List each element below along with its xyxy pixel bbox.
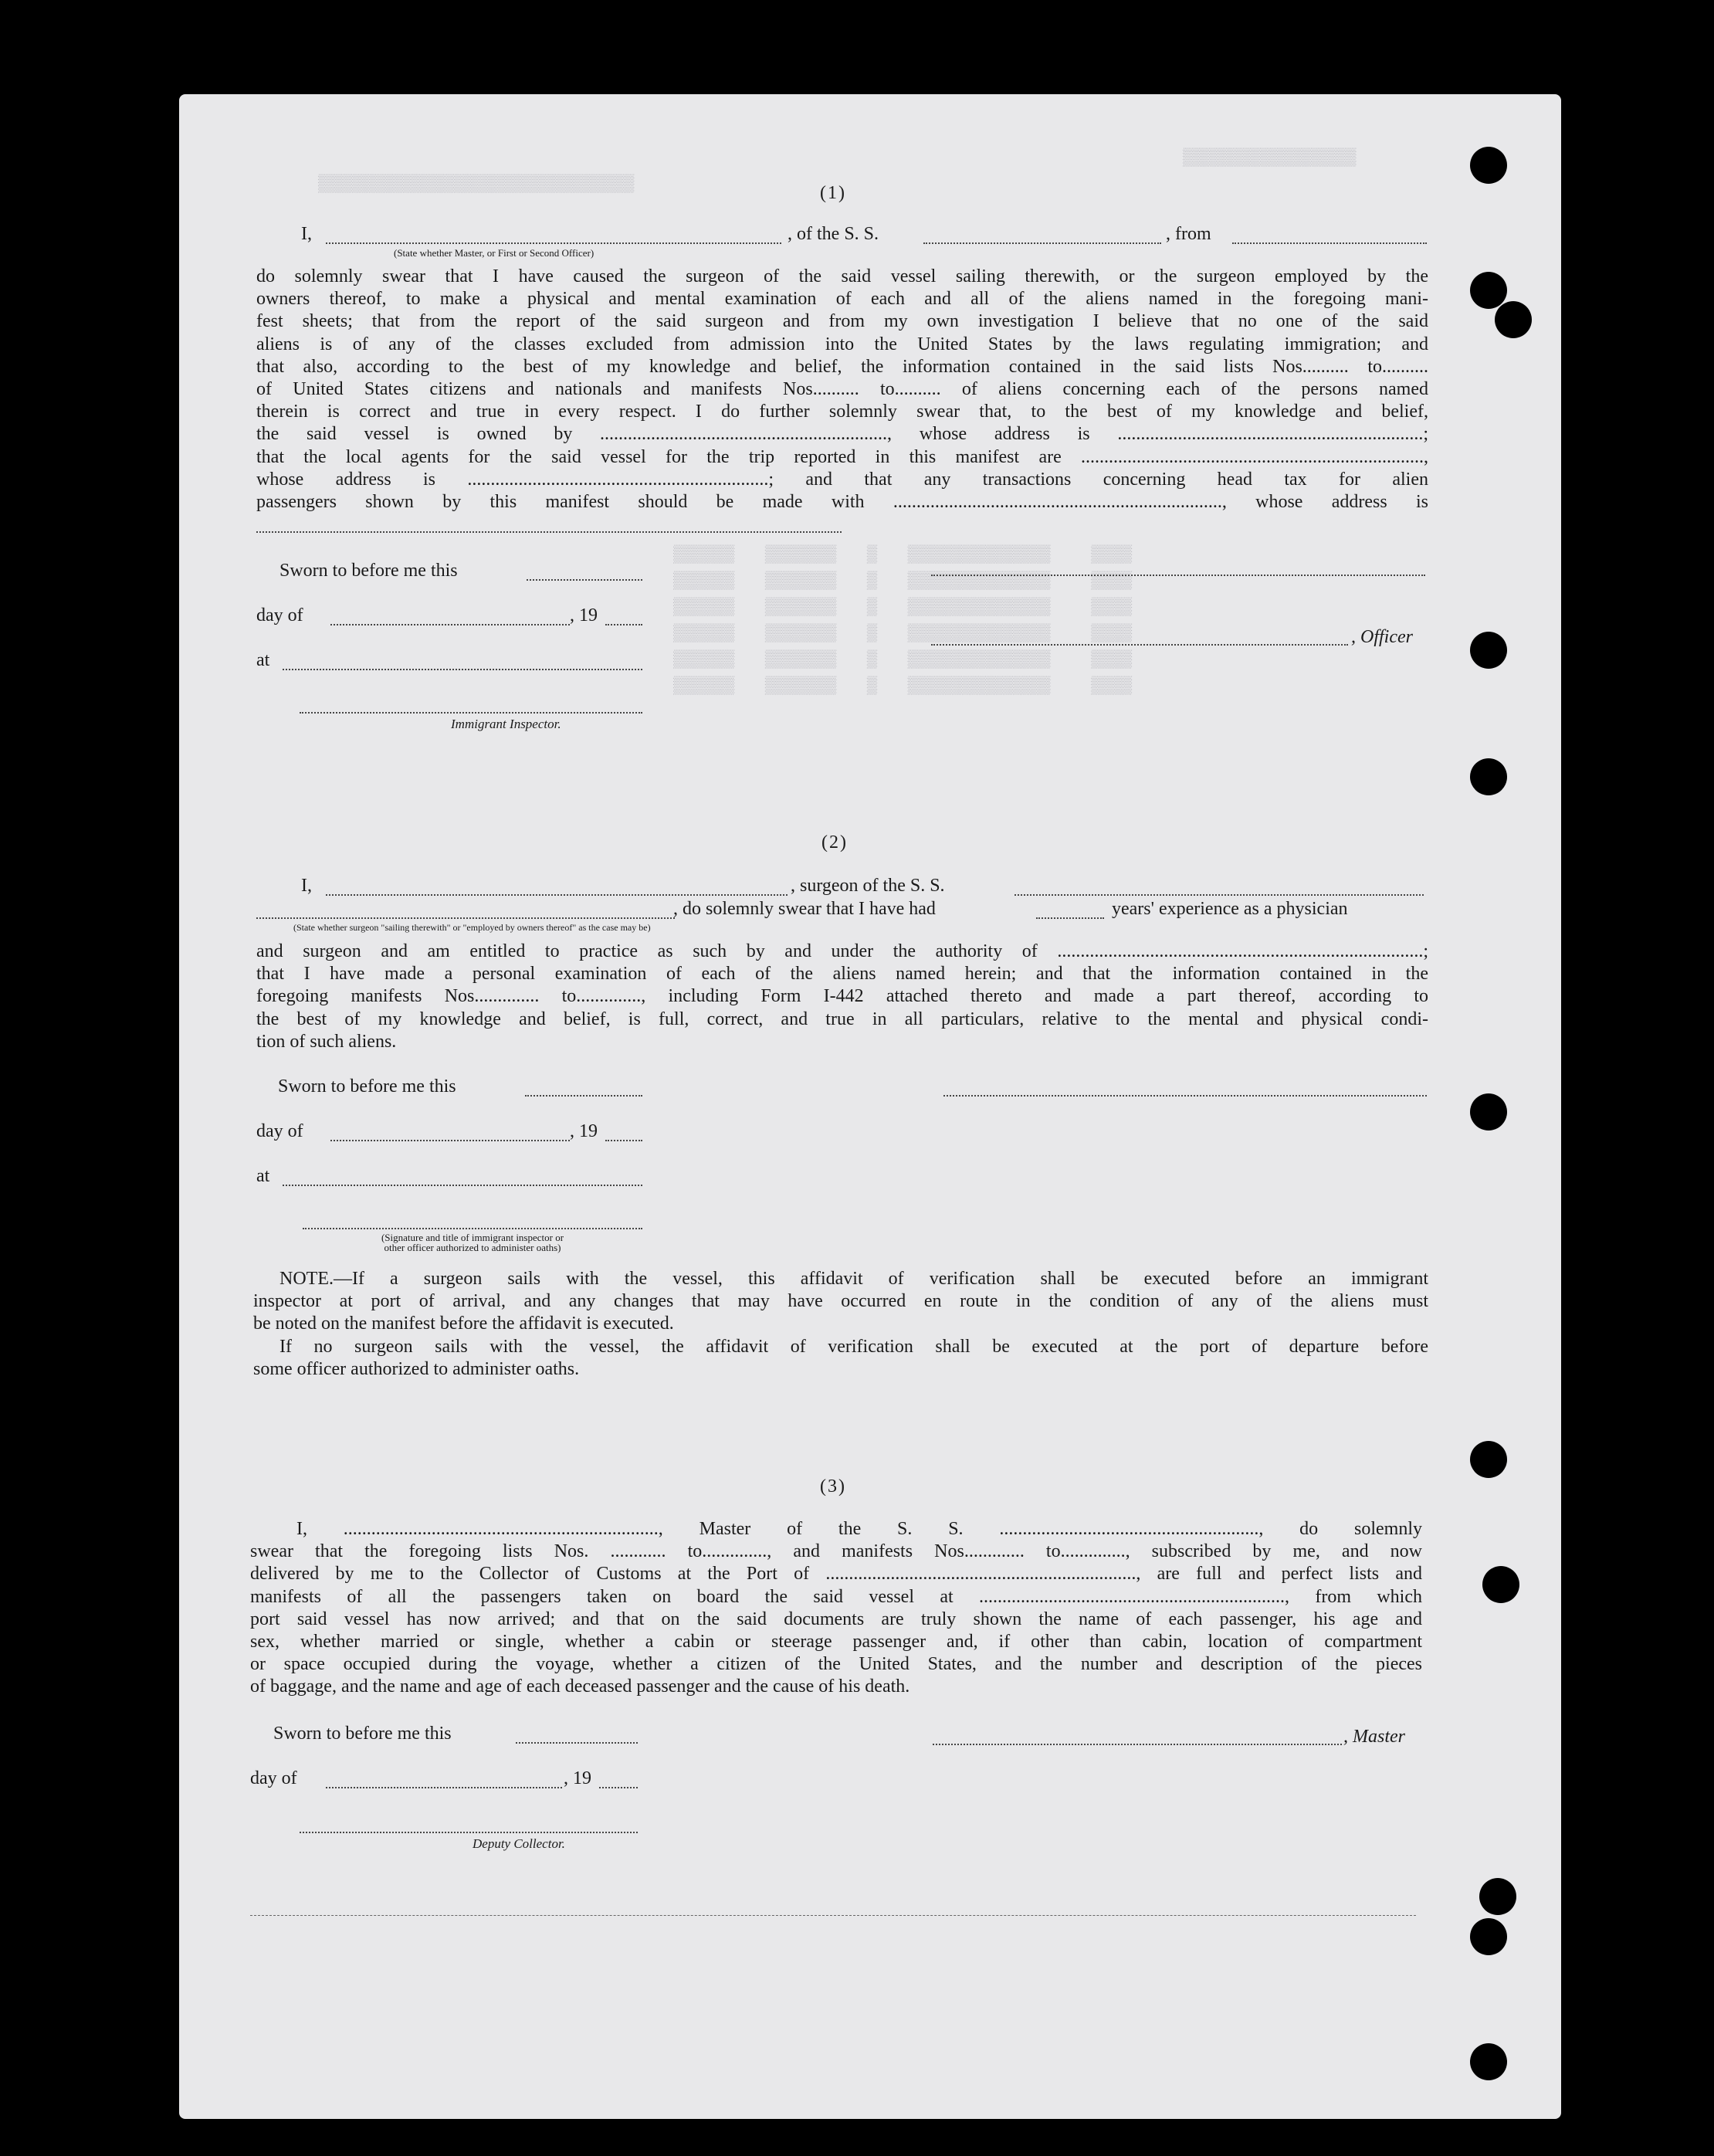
punch-hole	[1495, 301, 1532, 338]
oath-line: or space occupied during the voyage, whether a citizen of the United States, and the number and description of the pieces	[250, 1654, 1422, 1675]
oath-line: I, ...................................................................., Master of the S. S. ........................................................, do solemnly	[296, 1519, 1422, 1539]
sworn-label: Sworn to before me this	[279, 561, 458, 581]
year-label: , 19	[570, 1121, 598, 1141]
oath-line: the said vessel is owned by .............................................................., whose address is ..................................................................;	[256, 424, 1428, 445]
surgeon-of-label: , surgeon of the S. S.	[791, 876, 945, 896]
surgeon-status-field[interactable]	[256, 917, 675, 919]
punch-hole	[1470, 272, 1507, 309]
collector-caption: Deputy Collector.	[473, 1836, 565, 1851]
officer-rank-note: (State whether Master, or First or Second Officer)	[394, 247, 594, 259]
punch-hole	[1470, 147, 1507, 184]
section-1-opening: I,	[301, 224, 312, 244]
note-label: NOTE.	[279, 1269, 334, 1289]
bleed-through-text: ▒▒▒▒▒▒▒▒▒▒▒▒▒▒▒▒▒	[1183, 148, 1357, 168]
note-line: inspector at port of arrival, and any changes that may have occurred en route in the condition of any of the aliens must	[253, 1291, 1428, 1312]
sworn-day-field[interactable]	[516, 1742, 638, 1744]
manifest-page	[179, 94, 1561, 2119]
oath-line: fest sheets; that from the report of the said surgeon and from my own investigation I believe that no one of the said	[256, 311, 1428, 332]
officer-signature-field[interactable]	[931, 644, 1348, 646]
note-line: be noted on the manifest before the affidavit is executed.	[253, 1314, 674, 1334]
vessel-name-field[interactable]	[923, 242, 1161, 244]
officer-address-field[interactable]	[931, 575, 1425, 576]
section-3-number: (3)	[820, 1476, 846, 1497]
punch-hole	[1479, 1878, 1516, 1915]
surgeon-name-field[interactable]	[326, 894, 788, 896]
oath-line: therein is correct and true in every respect. I do further solemnly swear that, to the best of my knowledge and belief,	[256, 402, 1428, 422]
at-place-field[interactable]	[283, 1185, 642, 1186]
day-of-field[interactable]	[330, 1140, 570, 1141]
section-2-note	[253, 1268, 1428, 1381]
punch-hole	[1470, 758, 1507, 795]
officer-name-field[interactable]	[326, 242, 781, 244]
signature-note: (Signature and title of immigrant inspector or other officer authorized to administer oaths)	[381, 1232, 564, 1253]
year-label: , 19	[564, 1768, 591, 1788]
oath-line: sex, whether married or single, whether a cabin or steerage passenger and, if other than cabin, location of compartment	[250, 1632, 1422, 1653]
surgeon-status-note: (State whether surgeon "sailing therewith" or "employed by owners thereof" as the case may be)	[293, 922, 651, 933]
section-2-number: (2)	[821, 832, 848, 853]
years-experience-field[interactable]	[1036, 917, 1104, 919]
from-port-field[interactable]	[1232, 242, 1427, 244]
punch-hole	[1470, 1441, 1507, 1478]
master-caption: , Master	[1343, 1727, 1405, 1747]
year-field[interactable]	[605, 624, 642, 625]
from-label: , from	[1166, 224, 1211, 244]
oath-line: of baggage, and the name and age of each deceased passenger and the cause of his death.	[250, 1676, 910, 1697]
oath-line: passengers shown by this manifest should be made with ......................................................................., whose address is	[256, 492, 1428, 513]
agent-address-field[interactable]	[256, 531, 842, 533]
oath-line: foregoing manifests Nos.............. to.............., including Form I-442 attached thereto and made a part thereof, according to	[256, 986, 1428, 1007]
note-line: If no surgeon sails with the vessel, the affidavit of verification shall be executed at the port of departure before	[279, 1336, 1428, 1357]
oath-line: that I have made a personal examination of each of the aliens named herein; and that the information contained in the	[256, 964, 1428, 985]
year-field[interactable]	[599, 1787, 638, 1788]
sworn-day-field[interactable]	[527, 579, 642, 581]
oath-line: do solemnly swear that I have caused the surgeon of the said vessel sailing therewith, or the surgeon employed by the	[256, 266, 1428, 286]
year-field[interactable]	[605, 1140, 642, 1141]
oath-line: that the local agents for the said vessel for the trip reported in this manifest are ..........................................................................,	[256, 446, 1428, 467]
oath-line: aliens is of any of the classes excluded from admission into the United States by the laws regulating immigration; and	[256, 334, 1428, 354]
sworn-day-field[interactable]	[525, 1095, 642, 1097]
at-place-field[interactable]	[283, 669, 642, 670]
oath-line: swear that the foregoing lists Nos. ............ to.............., and manifests Nos............. to.............., subscribed by me, and now	[250, 1541, 1422, 1562]
do-solemnly-label: , do solemnly swear that I have had	[673, 899, 936, 919]
oath-line: whose address is .................................................................; and that any transactions concerning head tax for alien	[256, 469, 1428, 490]
note-line: NOTE.—If a surgeon sails with the vessel, this affidavit of verification shall be executed before an immigrant	[279, 1269, 1428, 1289]
day-of-field[interactable]	[326, 1787, 562, 1788]
master-signature-field[interactable]	[933, 1744, 1342, 1745]
inspector-signature-field[interactable]	[303, 1228, 642, 1229]
sworn-label: Sworn to before me this	[273, 1724, 452, 1744]
bottom-rule	[250, 1915, 1416, 1916]
sworn-label: Sworn to before me this	[278, 1076, 456, 1097]
oath-line: owners thereof, to make a physical and mental examination of each and all of the aliens named in the foregoing mani-	[256, 289, 1428, 310]
collector-signature-field[interactable]	[300, 1832, 638, 1833]
day-of-label: day of	[250, 1768, 297, 1788]
oath-line: of United States citizens and nationals and manifests Nos.......... to.......... of aliens concerning each of the persons named	[256, 379, 1428, 400]
year-label: , 19	[570, 605, 598, 625]
oath-line: tion of such aliens.	[256, 1031, 397, 1052]
of-the-ss-label: , of the S. S.	[788, 224, 879, 244]
section-3-oath-text	[250, 1518, 1422, 1699]
day-of-field[interactable]	[330, 624, 570, 625]
punch-hole	[1470, 1918, 1507, 1955]
section-2-oath-text	[256, 941, 1428, 1053]
oath-line: delivered by me to the Collector of Customs at the Port of ..................................................................., are full and perfect lists and	[250, 1564, 1422, 1585]
punch-hole	[1470, 2043, 1507, 2080]
punch-hole	[1470, 632, 1507, 669]
bleed-through-columns: ▒▒▒▒▒▒ ▒▒▒▒▒▒▒ ▒ ▒▒▒▒▒▒▒▒▒▒▒▒▒▒ ▒▒▒▒ ▒▒▒▒▒▒ ▒▒▒▒▒▒▒ ▒ ▒▒▒▒▒▒▒▒▒▒▒▒▒▒ ▒▒▒▒ ▒▒▒▒▒▒ ▒▒▒▒▒▒▒ ▒ ▒▒▒▒▒▒▒▒▒▒▒▒▒▒ ▒▒▒▒ ▒▒▒▒▒▒ ▒▒▒▒▒▒▒ ▒ ▒▒▒▒▒▒▒▒▒▒▒▒▒▒ ▒▒▒▒ ▒▒▒▒▒▒ ▒▒▒▒▒▒▒ ▒ ▒▒▒▒▒▒▒▒▒▒▒▒▒▒ ▒▒▒▒ ▒▒▒▒▒▒ ▒▒▒▒▒▒▒ ▒ ▒▒▒▒▒▒▒▒▒▒▒▒▒▒ ▒▒▒▒	[673, 545, 1133, 696]
at-label: at	[256, 650, 270, 670]
day-of-label: day of	[256, 1121, 303, 1141]
surgeon-signature-field[interactable]	[943, 1095, 1427, 1097]
at-label: at	[256, 1166, 270, 1186]
punch-hole	[1470, 1093, 1507, 1131]
officer-caption: , Officer	[1351, 627, 1413, 647]
oath-line: and surgeon and am entitled to practice as such by and under the authority of ...............................................................................;	[256, 941, 1428, 961]
oath-line: port said vessel has now arrived; and that on the said documents are truly shown the name of each passenger, his age and	[250, 1609, 1422, 1629]
punch-hole	[1482, 1566, 1519, 1603]
oath-line: manifests of all the passengers taken on board the said vessel at .................................................................., from which	[250, 1586, 1422, 1607]
note-line: some officer authorized to administer oaths.	[253, 1358, 580, 1379]
surgeon-vessel-field[interactable]	[1015, 894, 1424, 896]
oath-line: that also, according to the best of my knowledge and belief, the information contained in the said lists Nos.......... to..........	[256, 356, 1428, 377]
inspector-signature-field[interactable]	[300, 712, 642, 714]
section-2-opening: I,	[301, 876, 312, 896]
section-1-oath-text	[256, 266, 1428, 514]
bleed-through-text: ▒▒▒▒▒▒▒▒▒▒▒▒▒▒▒▒▒▒▒▒▒▒▒▒▒▒▒▒▒▒▒	[318, 175, 635, 194]
oath-line: the best of my knowledge and belief, is full, correct, and true in all particulars, relative to the mental and physical condi-	[256, 1009, 1428, 1029]
day-of-label: day of	[256, 605, 303, 625]
section-1-number: (1)	[820, 183, 846, 203]
inspector-caption: Immigrant Inspector.	[451, 717, 561, 731]
years-label: years' experience as a physician	[1112, 899, 1348, 919]
